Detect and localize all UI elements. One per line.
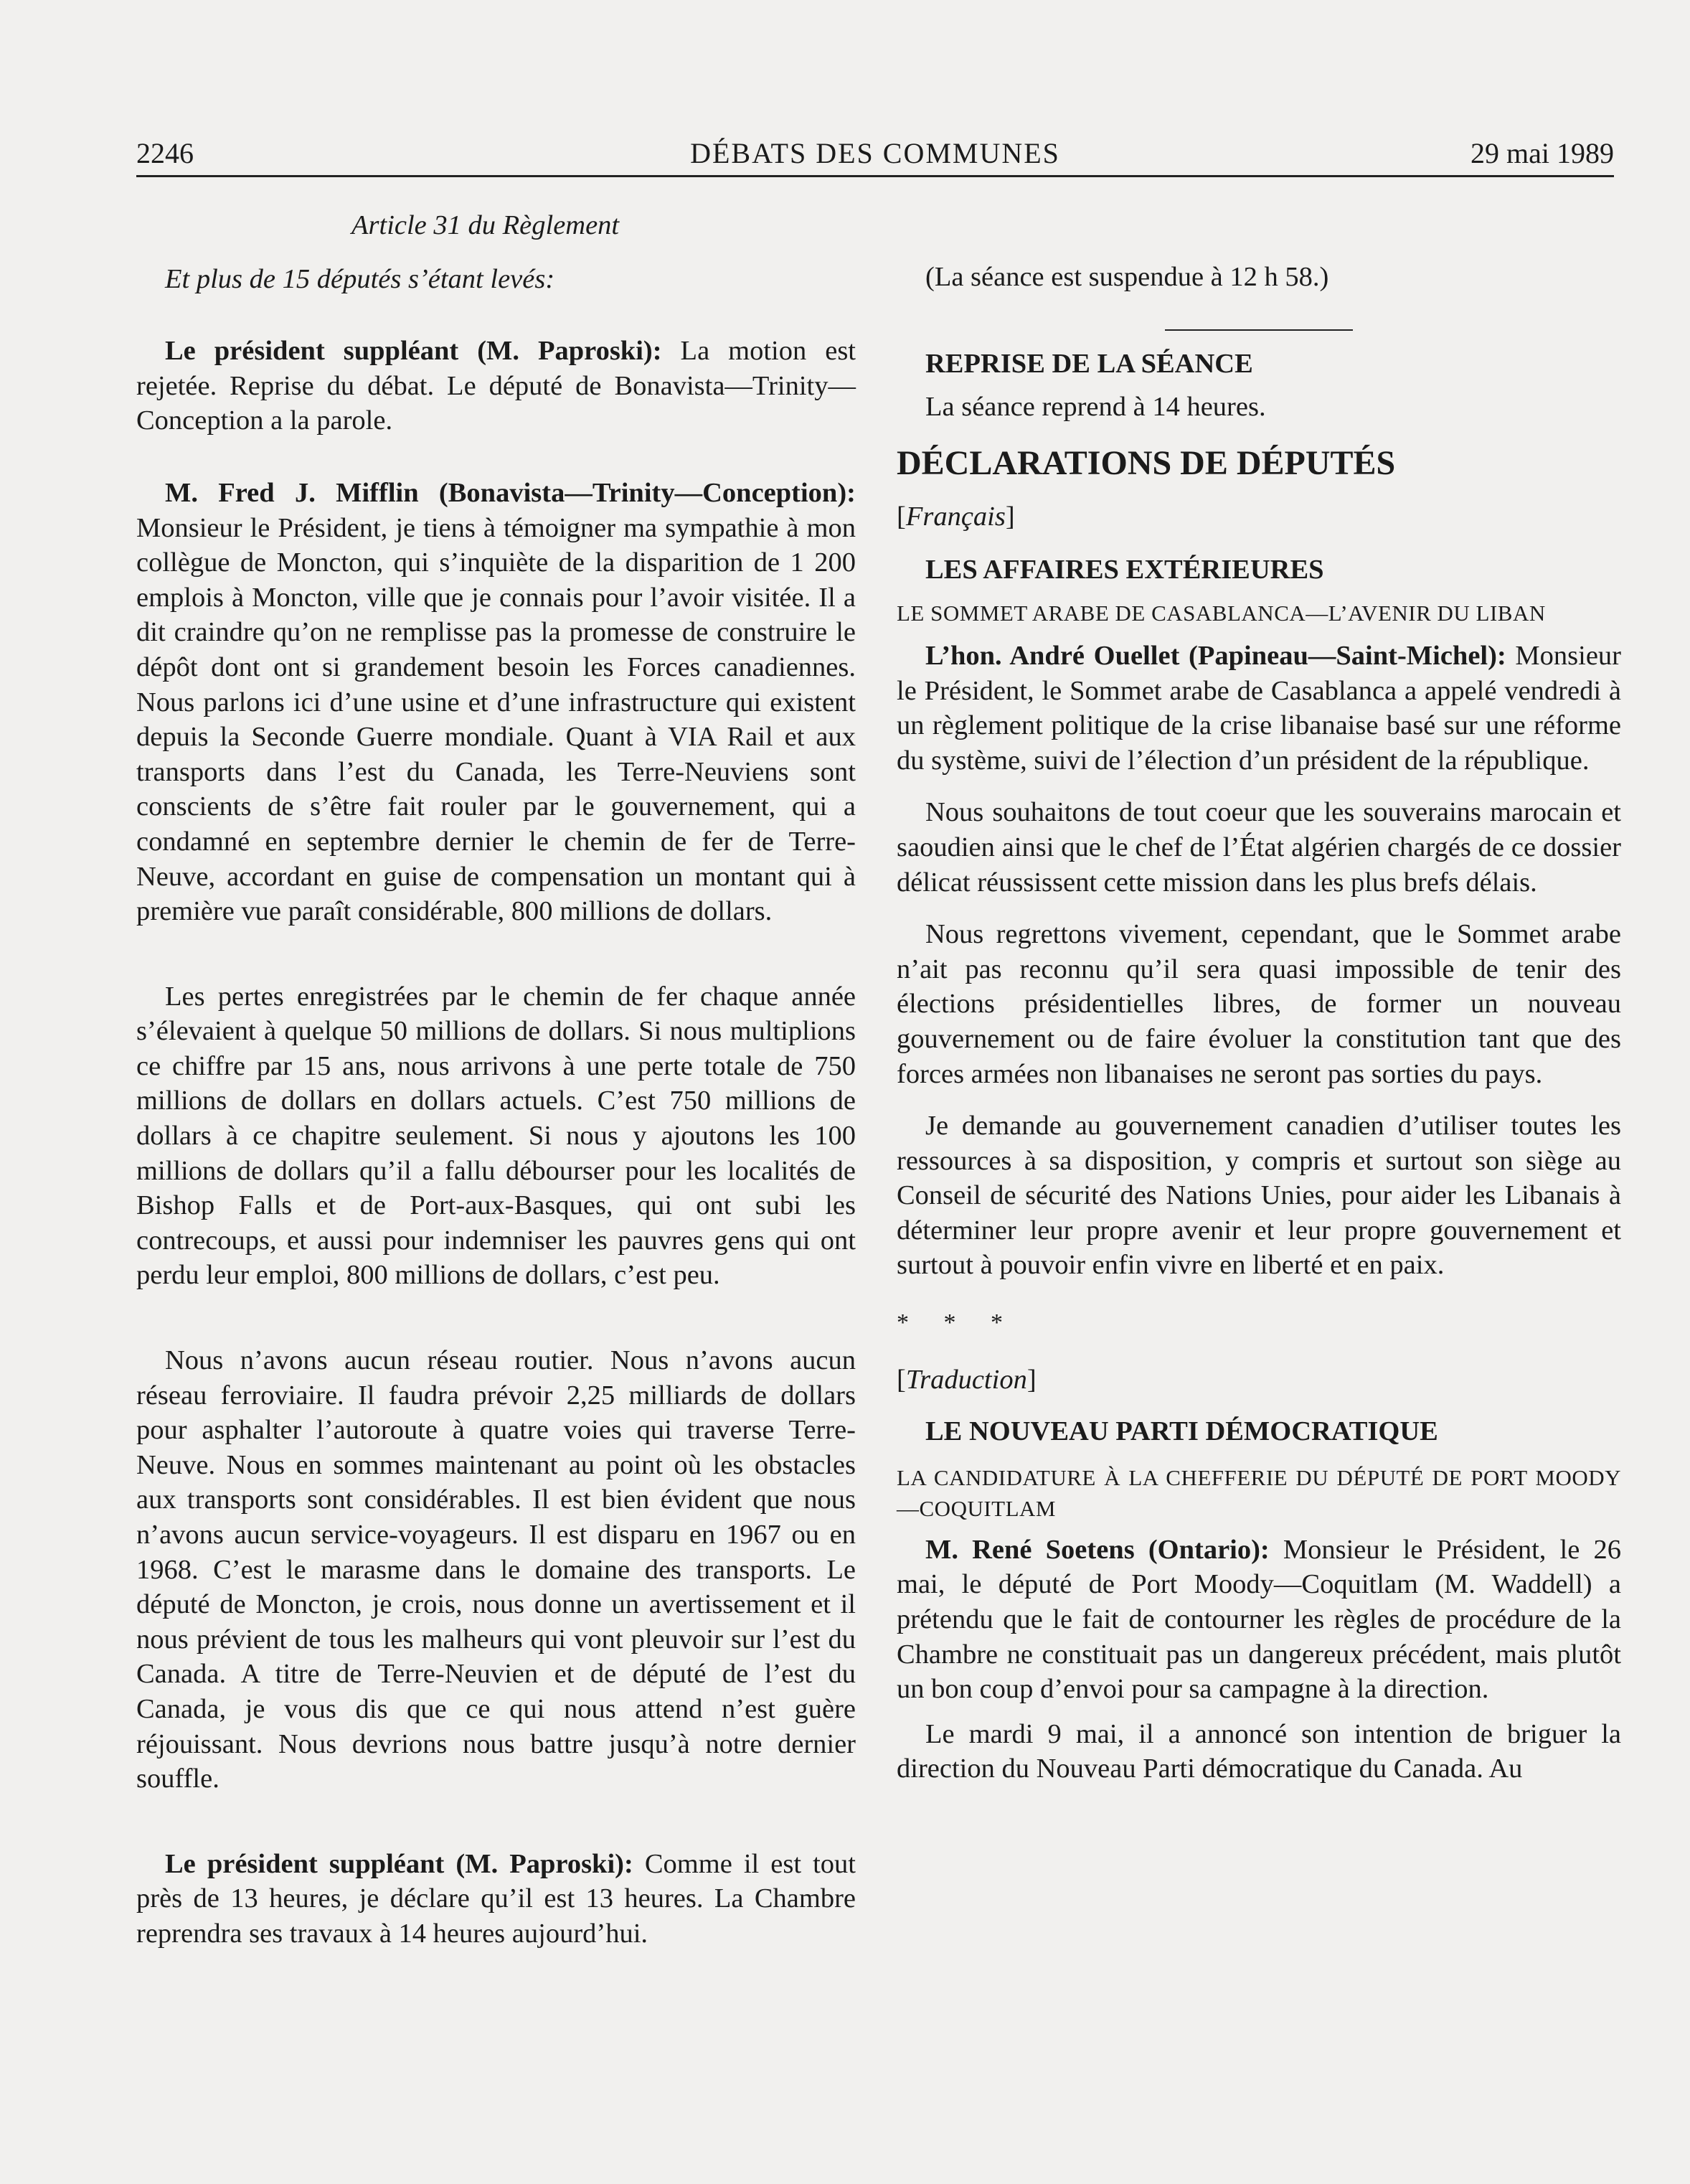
paragraph: Le mardi 9 mai, il a annoncé son intention de briguer la direction du Nouveau Parti démocratique du Canada. Au: [897, 1718, 1621, 1784]
page-header: [136, 132, 1614, 175]
speaker-name: L’hon. André Ouellet (Papineau—Saint-Michel):: [925, 640, 1506, 671]
speech-text: La motion est rejetée. Reprise du débat. Le député de Bonavista—Trinity—Conception a la parole.: [136, 336, 856, 436]
speech-text: Monsieur le Président, le 26 mai, le député de Port Moody—Coquitlam (M. Waddell) a prétendu que le fait de contourner les règles de procédure de la Chambre ne constituait pas un dangereux précédent, mais plutôt un bon coup d’envoi pour sa campagne à la direction.: [897, 1534, 1621, 1705]
paragraph-speaker-4: [897, 639, 1621, 778]
topic-heading: LE NOUVEAU PARTI DÉMOCRATIQUE: [925, 1416, 1438, 1447]
paragraph: Je demande au gouvernement canadien d’utiliser toutes les ressources à sa disposition, y compris et surtout son siège au Conseil de sécurité des Nations Unies, pour aider les Libanais à déterminer leur propre avenir et leur propre gouvernement et surtout à pouvoir enfin vivre en liberté et en paix.: [897, 1111, 1621, 1281]
right-column: [897, 208, 1621, 1787]
language-marker: [Français]: [897, 501, 1015, 532]
speech-text: Comme il est tout près de 13 heures, je déclare qu’il est 13 heures. La Chambre reprendra ses travaux à 14 heures aujourd’hui.: [136, 1848, 856, 1949]
paragraph: Nous n’avons aucun réseau routier. Nous n’avons aucun réseau ferroviaire. Il faudra prévoir 2,25 milliards de dollars pour asphalter l’autoroute à quatre voies qui traverse Terre-Neuve. Nous en sommes maintenant au point où les obstacles aux transports sont considérables. Il est bien évident que nous n’avons aucun service-voyageurs. Il est disparu en 1967 ou en 1968. C’est le marasme dans le domaine des transports. Le député de Moncton, je crois, nous donne un avertissement et il nous prévient de tous les malheurs qui vont pleuvoir sur l’est du Canada. A titre de Terre-Neuvien et de député de l’est du Canada, je vous dis que ce qui nous attend n’est guère réjouissant. Nous devrions nous battre jusqu’à notre dernier souffle.: [136, 1345, 856, 1794]
paragraph: Nous regrettons vivement, cependant, que le Sommet arabe n’ait pas reconnu qu’il sera quasi impossible de tenir des élections présidentielles libres, de former un nouveau gouvernement ou de faire évoluer la constitution tant que des forces armées non libanaises ne seront pas sorties du pays.: [897, 919, 1621, 1089]
language-marker: [Traduction]: [897, 1364, 1037, 1395]
section-separator-stars: * * *: [897, 1309, 1017, 1337]
members-rising-note: Et plus de 15 députés s’étant levés:: [165, 263, 555, 294]
paragraph: Nous souhaitons de tout coeur que les souverains marocain et saoudien ainsi que le chef de l’État algérien chargés de ce dossier délicat réussissent cette mission dans les plus brefs délais.: [897, 797, 1621, 898]
page-number: 2246: [136, 137, 194, 169]
publication-title: DÉBATS DES COMMUNES: [690, 137, 1060, 169]
rule-reference: Article 31 du Règlement: [351, 210, 620, 240]
paragraph-speaker-2: [136, 476, 856, 929]
speech-text: Monsieur le Président, je tiens à témoigner ma sympathie à mon collègue de Moncton, qui s’inquiète de la disparition de 1 200 emplois à Moncton, ville que je connais pour l’avoir visitée. Il a dit craindre qu’on ne remplisse pas la promesse de construire le dépôt dont ont si grandement besoin les Forces canadiennes. Nous parlons ici d’une usine et d’une infrastructure qui existent depuis la Seconde Guerre mondiale. Quant à VIA Rail et aux transports dans l’est du Canada, les Terre-Neuviens sont conscients de s’être fait rouler par le gouvernement, qui a condamné en septembre dernier le chemin de fer de Terre-Neuve, accordant en guise de compensation un montant qui à première vue paraît considérable, 800 millions de dollars.: [136, 512, 856, 927]
paragraph-speaker-5: [897, 1533, 1621, 1707]
paragraph: Les pertes enregistrées par le chemin de fer chaque année s’élevaient à quelque 50 millions de dollars. Si nous multiplions ce chiffre par 15 ans, nous arrivons à une perte totale de 750 millions de dollars en dollars actuels. C’est 750 millions de dollars à ce chapitre seulement. Si nous y ajoutons les 100 millions de dollars qu’il a fallu débourser pour les localités de Bishop Falls et de Port-aux-Basques, qui ont subi les contrecoups, et aussi pour indemniser les pauvres gens qui ont perdu leur emploi, 800 millions de dollars, c’est peu.: [136, 981, 856, 1291]
section-heading: DÉCLARATIONS DE DÉPUTÉS: [897, 443, 1396, 482]
speaker-name: M. René Soetens (Ontario):: [925, 1534, 1270, 1565]
header-rule: [136, 175, 1614, 177]
reprise-text: La séance reprend à 14 heures.: [925, 392, 1266, 423]
reprise-heading: REPRISE DE LA SÉANCE: [925, 348, 1253, 379]
speaker-name: M. Fred J. Mifflin (Bonavista—Trinity—Conception):: [165, 477, 856, 508]
topic-heading: LES AFFAIRES EXTÉRIEURES: [925, 555, 1324, 585]
paragraph-speaker-1: [136, 334, 856, 438]
speech-text: Monsieur le Président, le Sommet arabe de Casablanca a appelé vendredi à un règlement politique de la crise libanaise basé sur une réforme du système, suivi de l’élection d’un président de la république.: [897, 640, 1622, 776]
speaker-name: Le président suppléant (M. Paproski):: [165, 336, 662, 367]
paragraph-speaker-3: [136, 1847, 856, 1952]
left-column: [136, 208, 856, 1952]
speaker-name: Le président suppléant (M. Paproski):: [165, 1848, 633, 1879]
suspension-note: (La séance est suspendue à 12 h 58.): [925, 262, 1329, 292]
subtopic-heading: LA CANDIDATURE À LA CHEFFERIE DU DÉPUTÉ DE PORT MOODY—COQUITLAM: [897, 1464, 1621, 1521]
subtopic-heading: LE SOMMET ARABE DE CASABLANCA—L’AVENIR DU LIBAN: [897, 600, 1546, 626]
header-date: 29 mai 1989: [1471, 137, 1614, 169]
